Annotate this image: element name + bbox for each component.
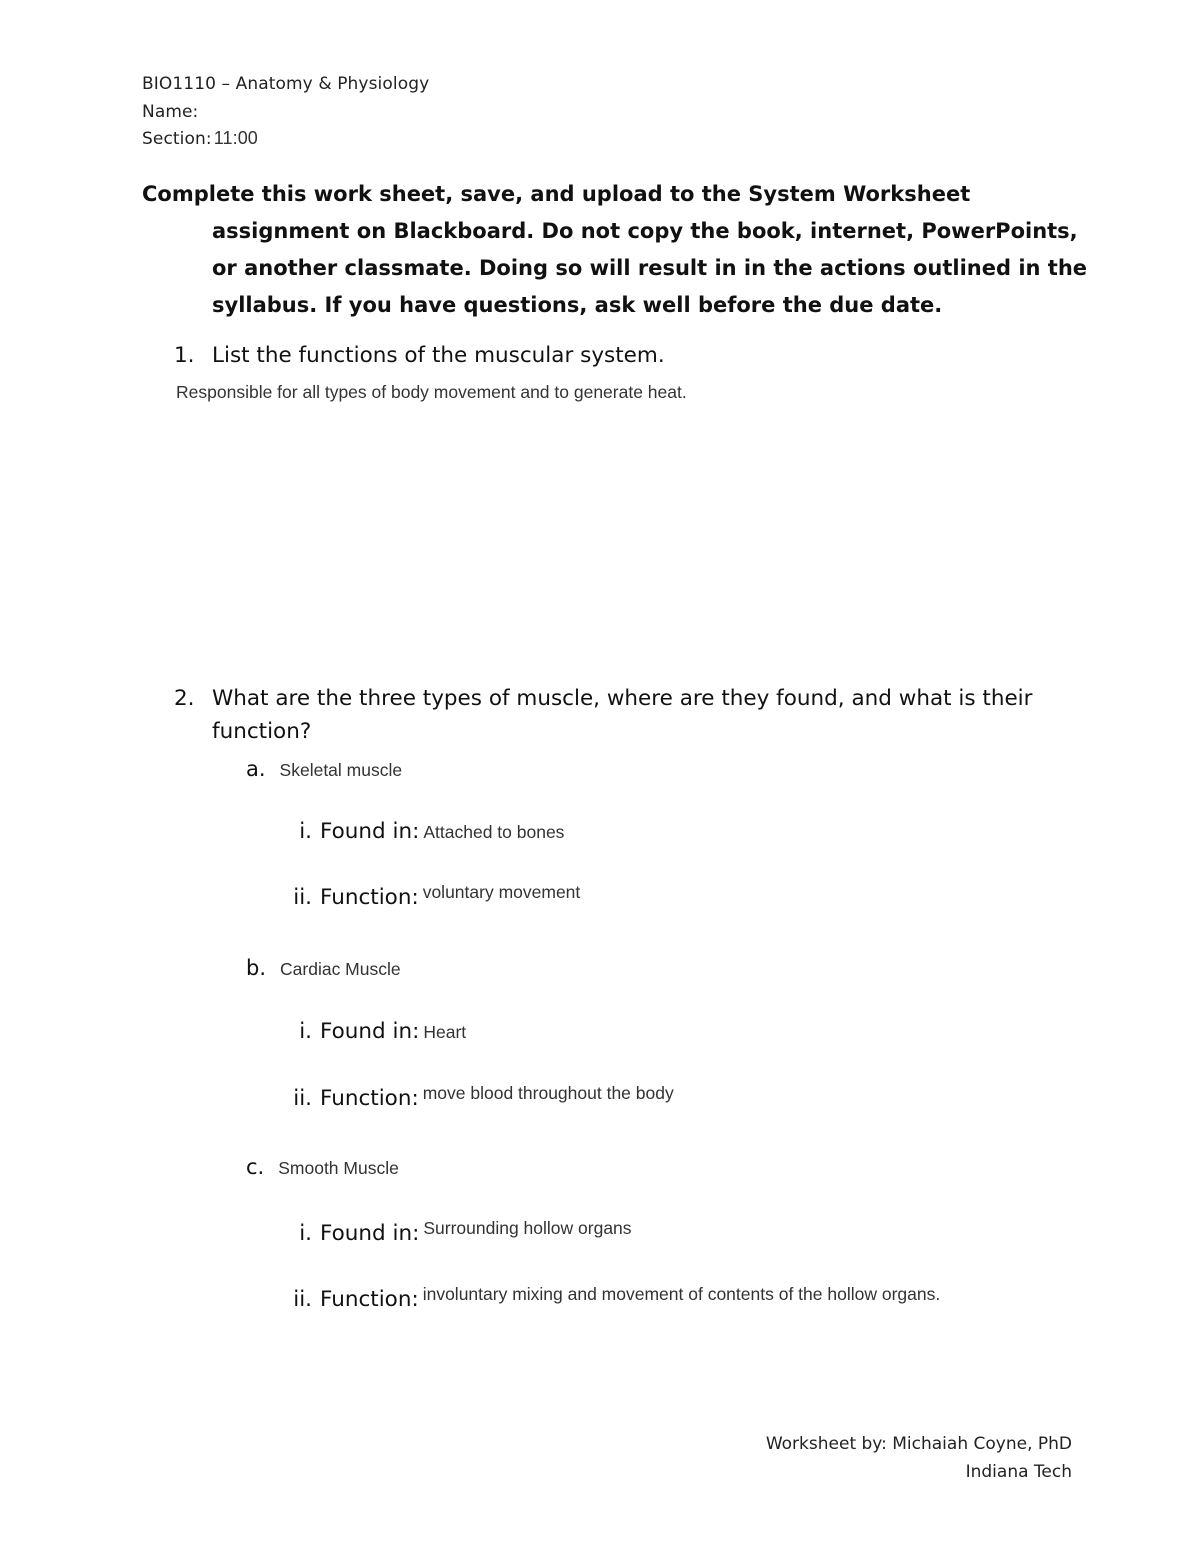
question-1-text: List the functions of the muscular system. [212, 343, 665, 368]
muscle-type-b-letter: b. [246, 956, 267, 980]
question-1 [174, 339, 665, 372]
footer-institution: Indiana Tech [965, 1462, 1072, 1482]
function-answer[interactable]: voluntary movement [422, 882, 581, 902]
muscle-type-a-found [278, 819, 564, 844]
muscle-type-a [246, 757, 402, 781]
muscle-type-b [246, 956, 401, 980]
found-in-label: Found in: [320, 1019, 420, 1044]
muscle-type-b-found [278, 1019, 466, 1044]
muscle-type-c-found [278, 1218, 632, 1246]
instructions: Complete this work sheet, save, and upload to the System Worksheet assignment on Blackboard. Do not copy the book, internet, PowerPoints, or another classmate. Doing so will result in in the actions outlined in the syllabus. If you have questions, ask well before the due date. [142, 182, 1088, 317]
muscle-type-c [246, 1155, 399, 1179]
found-in-number: i. [299, 1019, 312, 1044]
section-line [142, 128, 258, 149]
function-number: ii. [293, 1287, 312, 1312]
found-in-number: i. [299, 1221, 312, 1246]
found-in-answer[interactable]: Heart [423, 1022, 467, 1042]
question-1-answer[interactable]: Responsible for all types of body movement and to generate heat. [176, 382, 687, 402]
function-label: Function: [320, 1287, 419, 1312]
footer-author: Worksheet by: Michaiah Coyne, PhD [765, 1434, 1072, 1454]
found-in-label: Found in: [320, 819, 420, 844]
found-in-label: Found in: [320, 1221, 420, 1246]
question-2 [174, 682, 1033, 748]
section-value[interactable]: 11:00 [213, 128, 258, 148]
muscle-type-a-function [278, 882, 581, 910]
function-number: ii. [293, 885, 312, 910]
function-label: Function: [320, 1086, 419, 1111]
muscle-type-c-letter: c. [246, 1155, 265, 1179]
found-in-answer[interactable]: Attached to bones [423, 822, 565, 842]
muscle-type-c-name[interactable]: Smooth Muscle [278, 1158, 399, 1178]
function-answer[interactable]: involuntary mixing and movement of contents of the hollow organs. [422, 1284, 941, 1304]
question-2-text-line2: function? [212, 719, 312, 744]
function-label: Function: [320, 885, 419, 910]
question-2-text-line1: What are the three types of muscle, where are they found, and what is their [212, 686, 1033, 711]
found-in-number: i. [299, 819, 312, 844]
muscle-type-a-name[interactable]: Skeletal muscle [279, 760, 403, 780]
function-answer[interactable]: move blood throughout the body [422, 1083, 674, 1103]
course-title: BIO1110 – Anatomy & Physiology [142, 74, 430, 94]
footer [766, 1430, 1072, 1486]
muscle-type-a-letter: a. [246, 757, 266, 781]
name-label: Name: [142, 102, 199, 122]
muscle-type-b-function [278, 1083, 674, 1111]
function-number: ii. [293, 1086, 312, 1111]
muscle-type-c-function [278, 1284, 941, 1312]
muscle-type-b-name[interactable]: Cardiac Muscle [280, 959, 401, 979]
found-in-answer[interactable]: Surrounding hollow organs [423, 1218, 632, 1238]
section-label: Section: [142, 129, 212, 149]
question-1-number: 1. [174, 343, 195, 368]
question-2-number: 2. [174, 686, 195, 711]
